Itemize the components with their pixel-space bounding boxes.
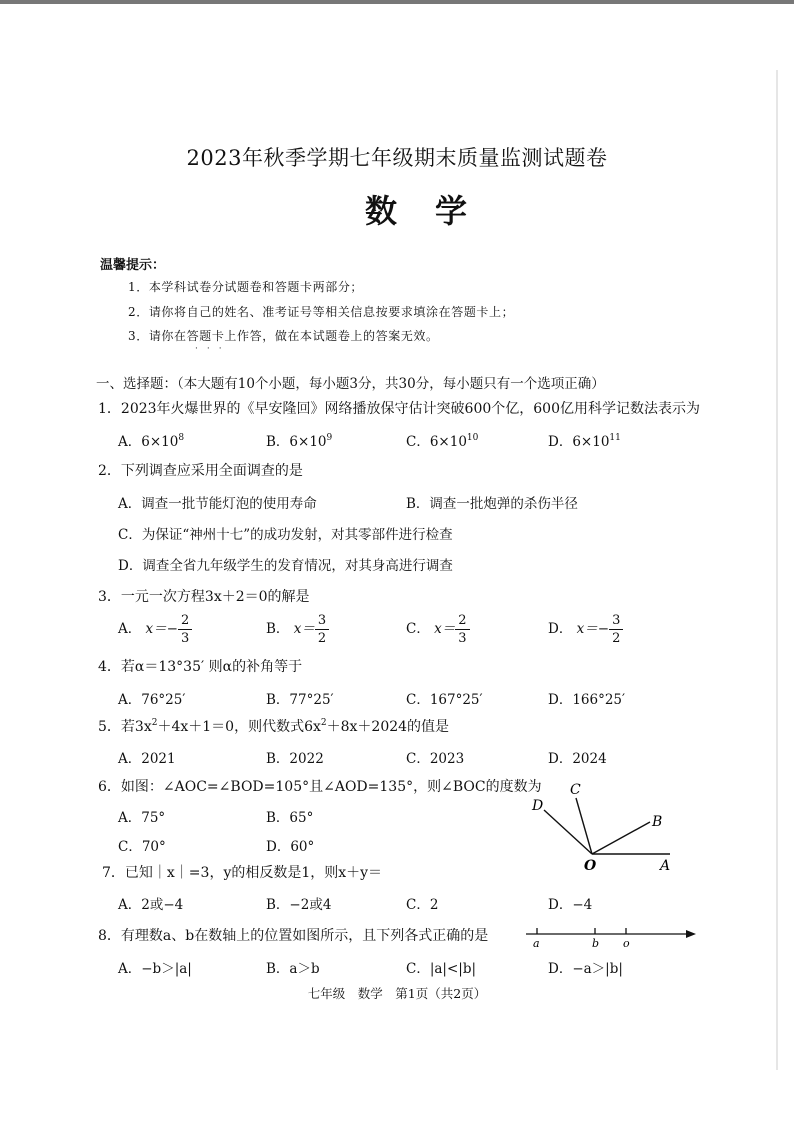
axis-label-o: o — [623, 937, 630, 950]
question-1-option-d[interactable]: D．$6\times 10^{11}$ — [548, 433, 621, 450]
question-8-option-d[interactable]: D．−a＞|b| — [548, 961, 623, 977]
question-7-option-c[interactable]: C．2 — [406, 897, 439, 913]
ray-od — [544, 810, 592, 854]
question-1-option-a[interactable]: A．$6\times 10^8$ — [118, 433, 185, 450]
question-2-stem: 2．下列调查应采用全面调查的是 — [98, 463, 303, 479]
question-7-option-d[interactable]: D．−4 — [548, 897, 593, 913]
label-a: A — [660, 858, 671, 874]
number-line-arrow — [686, 930, 696, 938]
question-3-option-b[interactable]: B． x＝ $\frac{3}{2}$ — [266, 612, 329, 647]
question-7-stem: 7．已知｜x｜=3，y的相反数是1，则x＋y＝ — [102, 865, 383, 881]
tip-item-3: 3．请你在答题卡上作答，做在本试题卷上的答案无效。 — [128, 329, 439, 343]
label-o: O — [584, 858, 597, 874]
question-6-stem: 6．如图：∠AOC=∠BOD=105°且∠AOD=135°，则∠BOC的度数为 — [98, 779, 542, 795]
label-c: C — [570, 782, 581, 798]
page-footer: 七年级 数学 第1页（共2页） — [307, 986, 487, 1001]
ray-oc — [576, 798, 592, 854]
question-8-option-a[interactable]: A．−b＞|a| — [118, 961, 192, 977]
axis-label-a: a — [533, 937, 540, 950]
question-3-stem: 3．一元一次方程3x＋2＝0的解是 — [98, 589, 310, 605]
emphasis-dots: ··· — [195, 344, 231, 354]
question-1-stem: 1．2023年火爆世界的《早安隆回》网络播放保守估计突破600个亿，600亿用科学记数法表示为 — [98, 401, 700, 417]
question-1-option-b[interactable]: B．$6\times 10^9$ — [266, 433, 333, 450]
tips-heading: 温馨提示： — [100, 258, 166, 273]
question-6-option-c[interactable]: C．70° — [118, 839, 166, 855]
question-3-option-a[interactable]: A． x＝− $\frac{2}{3}$ — [118, 612, 192, 647]
question-4-option-c[interactable]: C．167°25′ — [406, 692, 483, 708]
question-2-option-d[interactable]: D．调查全省九年级学生的发育情况，对其身高进行调查 — [118, 558, 453, 574]
section-heading: 一、选择题：（本大题有10个小题，每小题3分，共30分，每小题只有一个选项正确） — [96, 376, 605, 392]
question-5-option-c[interactable]: C．2023 — [406, 751, 465, 767]
question-4-option-a[interactable]: A．76°25′ — [118, 692, 186, 708]
question-5-option-a[interactable]: A．2021 — [118, 751, 176, 767]
exam-title: 2023年秋季学期七年级期末质量监测试题卷 — [186, 146, 608, 170]
axis-label-b: b — [592, 937, 600, 950]
question-2-option-a[interactable]: A．调查一批节能灯泡的使用寿命 — [118, 496, 317, 512]
question-5-option-b[interactable]: B．2022 — [266, 751, 324, 767]
question-6-option-d[interactable]: D．60° — [266, 839, 315, 855]
question-7-option-a[interactable]: A．2或−4 — [118, 897, 184, 913]
question-4-option-d[interactable]: D．166°25′ — [548, 692, 626, 708]
tip-item-1: 1．本学科试卷分试题卷和答题卡两部分； — [128, 280, 364, 294]
label-b: B — [652, 814, 663, 830]
question-3-option-d[interactable]: D． x＝− $\frac{3}{2}$ — [548, 612, 623, 647]
question-6-option-a[interactable]: A．75° — [118, 810, 166, 826]
question-3-option-c[interactable]: C． x＝ $\frac{2}{3}$ — [406, 612, 470, 647]
question-4-option-b[interactable]: B．77°25′ — [266, 692, 334, 708]
question-5-stem: 5．若$3x^2+4x+1=0$，则代数式$6x^2+8x+2024$的值是 — [98, 718, 450, 735]
tip-item-2: 2．请你将自己的姓名、准考证号等相关信息按要求填涂在答题卡上； — [128, 305, 515, 319]
question-6-option-b[interactable]: B．65° — [266, 810, 314, 826]
label-d: D — [532, 798, 544, 814]
question-1-option-c[interactable]: C．$6\times 10^{10}$ — [406, 433, 479, 450]
question-4-stem: 4．若α＝13°35′ 则α的补角等于 — [98, 659, 303, 675]
question-2-option-c[interactable]: C．为保证“神州十七”的成功发射，对其零部件进行检查 — [118, 527, 453, 543]
question-8-stem: 8．有理数a、b在数轴上的位置如图所示，且下列各式正确的是 — [98, 928, 489, 944]
question-8-option-b[interactable]: B．a＞b — [266, 961, 320, 977]
question-8-option-c[interactable]: C．|a|<|b| — [406, 961, 477, 977]
question-2-option-b[interactable]: B．调查一批炮弹的杀伤半径 — [406, 496, 578, 512]
subject-title: 数学 — [364, 192, 505, 230]
question-5-option-d[interactable]: D．2024 — [548, 751, 607, 767]
number-line — [520, 920, 700, 950]
question-7-option-b[interactable]: B．−2或4 — [266, 897, 332, 913]
angle-figure — [520, 776, 690, 876]
scan-top-border — [0, 0, 794, 4]
ray-ob — [592, 822, 650, 854]
